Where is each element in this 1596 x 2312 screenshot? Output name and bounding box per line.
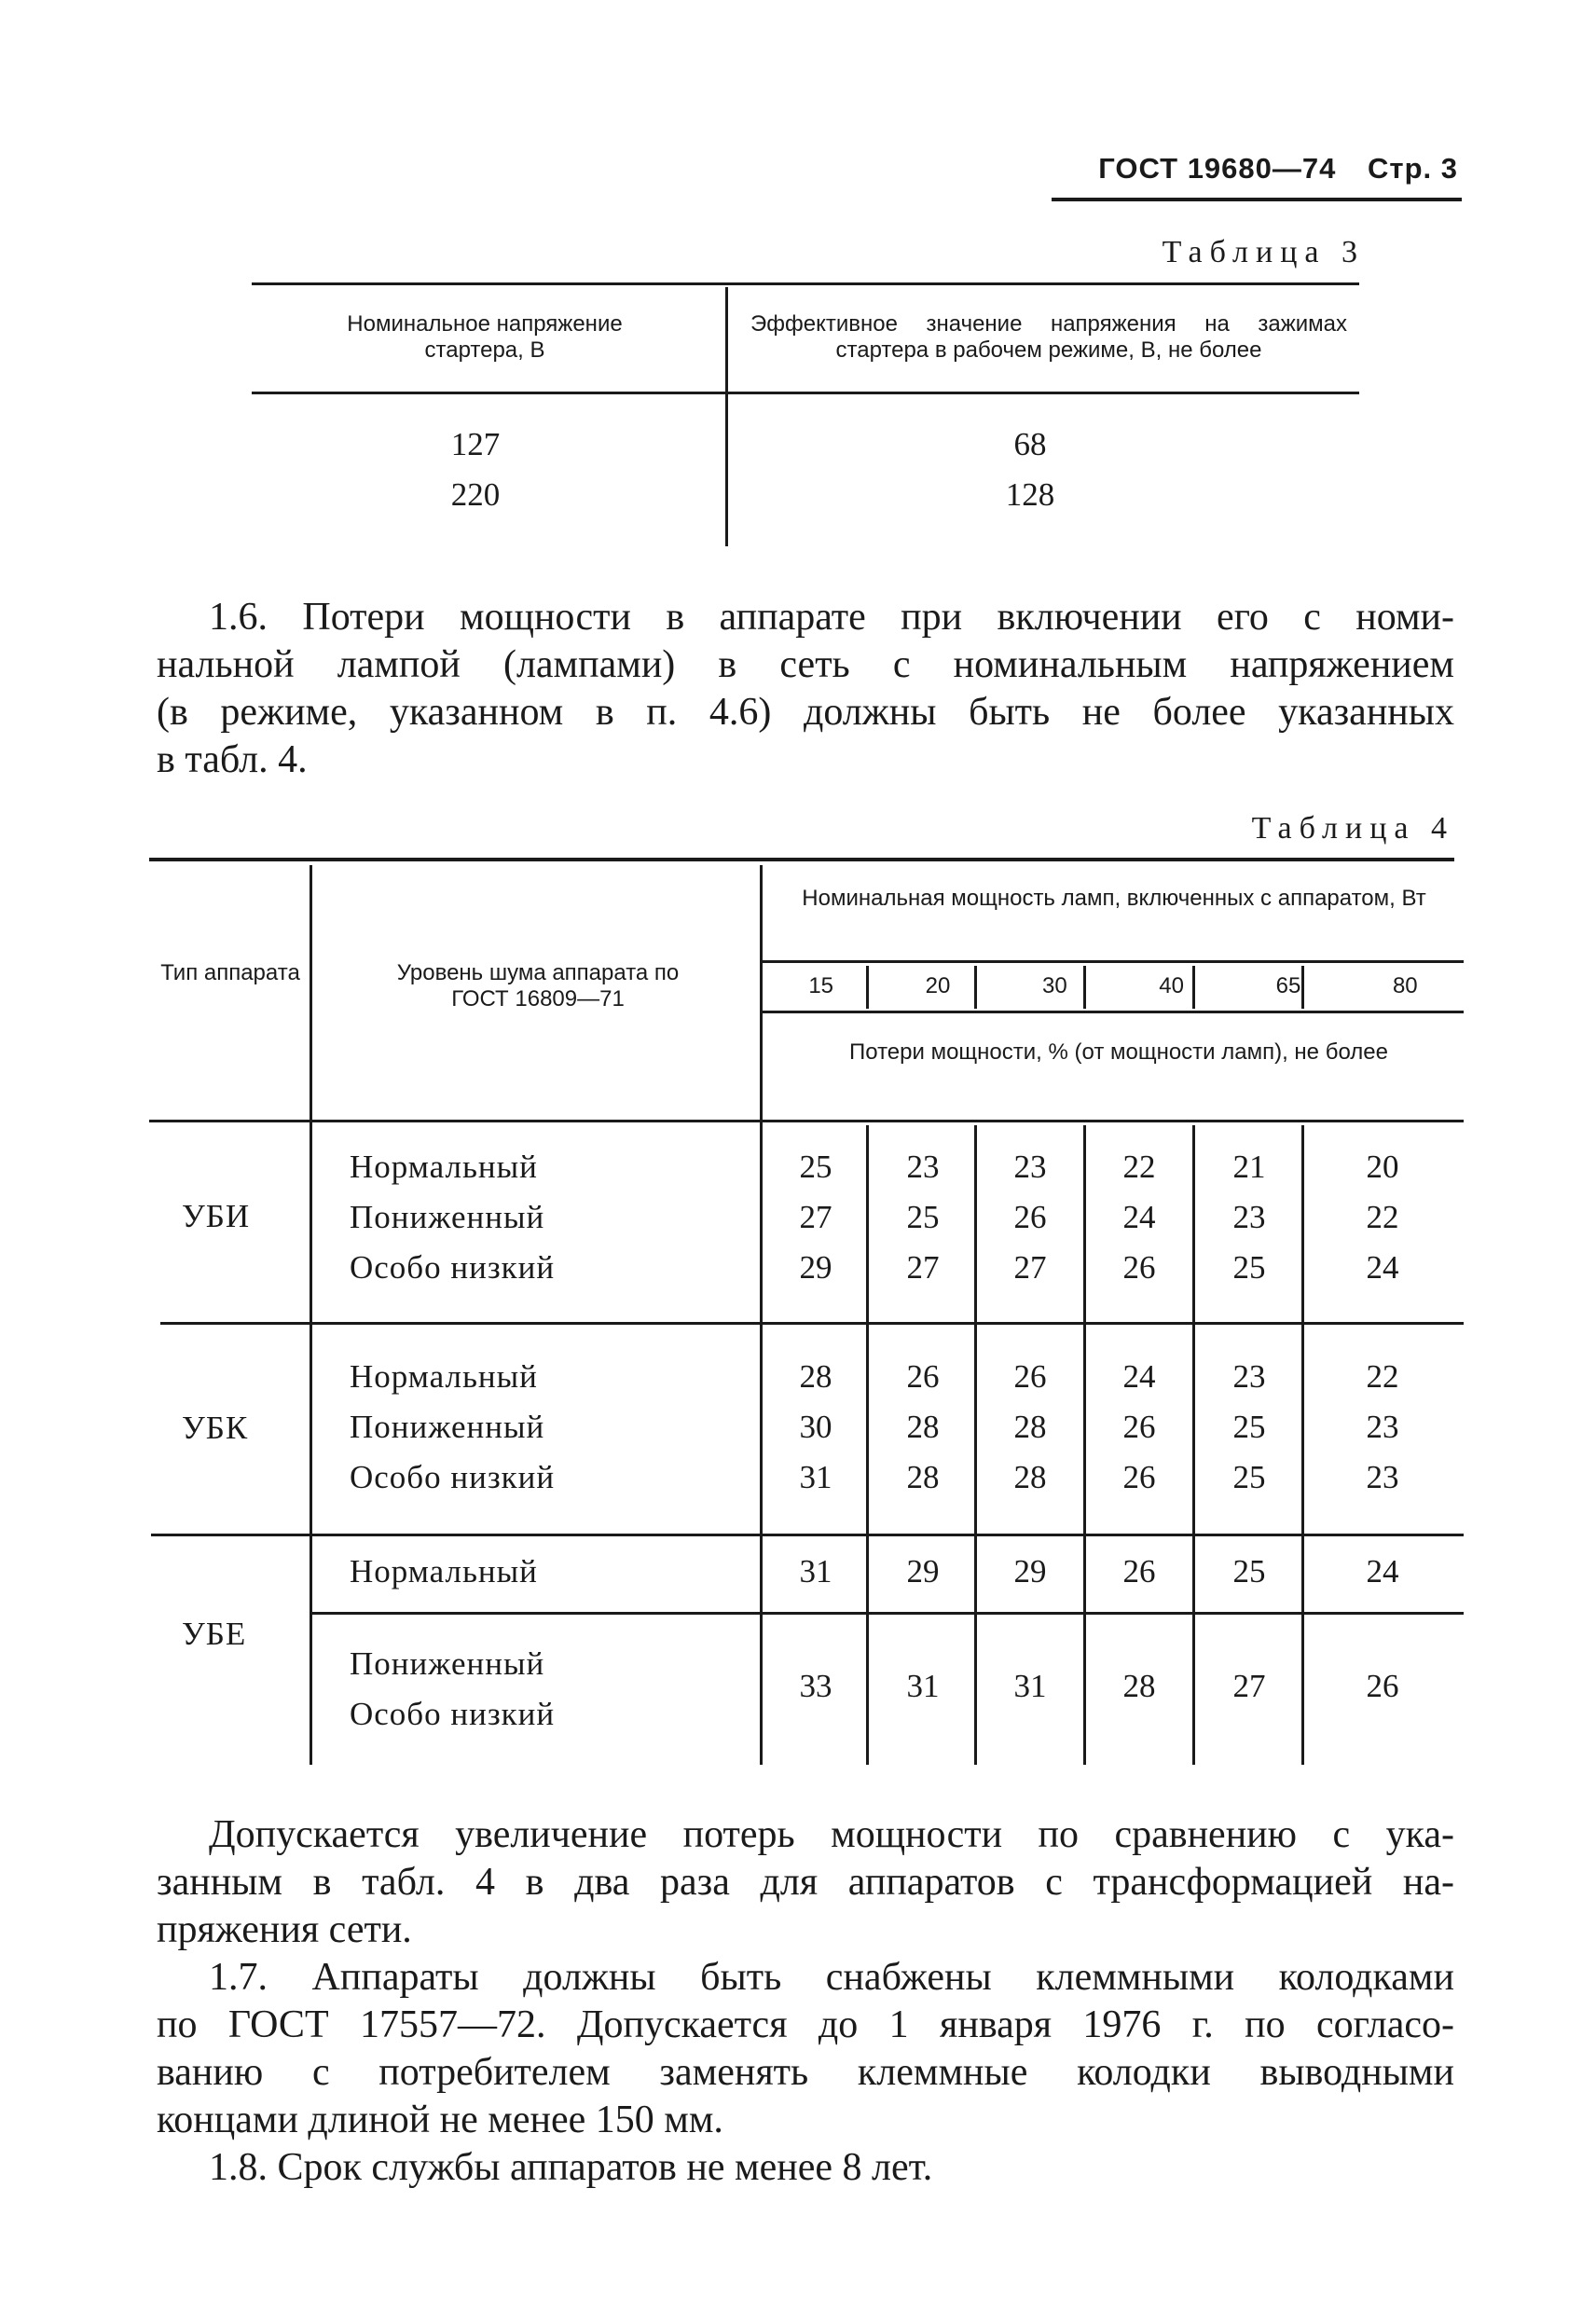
loss-value: 20 [1366,1149,1399,1185]
table3-col1-header: Номинальное напряжение стартера, В [347,311,623,363]
paragraph-line: нальной лампой (лампами) в сеть с номинальным напряжением [157,643,1454,686]
table3-top-rule [252,282,1359,285]
ubk-noise-very-low: Особо низкий [350,1459,556,1495]
table3-divider [725,287,728,546]
paragraph-line: (в режиме, указанном в п. 4.6) должны быть не более указанных [157,691,1454,734]
table4-head-rule [149,1120,1464,1122]
loss-value: 29 [1013,1553,1047,1590]
table3-head-rule [252,392,1359,394]
loss-value: 27 [799,1199,832,1235]
type-ubi: УБИ [182,1198,251,1234]
col-noise-header: Уровень шума аппарата по ГОСТ 16809—71 [396,960,680,1012]
page-header [1098,152,1458,186]
loss-value: 25 [1232,1459,1266,1495]
table3-row2-nominal: 220 [450,476,501,513]
loss-value: 23 [906,1149,940,1185]
power-15: 15 [808,973,834,998]
loss-value: 30 [799,1409,832,1445]
ubk-noise-reduced: Пониженный [350,1409,545,1445]
col-power-header: Номинальная мощность ламп, включенных с аппаратом, Вт [802,886,1426,911]
loss-value: 28 [906,1459,940,1495]
paragraph-line: Допускается увеличение потерь мощности по сравнению с ука- [209,1813,1454,1856]
loss-value: 23 [1232,1358,1266,1395]
power-40: 40 [1159,973,1184,998]
paragraph-1-7-line: 1.7. Аппараты должны быть снабжены клеммными колодками [209,1956,1454,1999]
type-ubk: УБК [182,1410,249,1446]
loss-value: 22 [1366,1199,1399,1235]
loss-value: 28 [906,1409,940,1445]
paragraph-line: в табл. 4. [157,738,308,781]
loss-value: 26 [1122,1409,1156,1445]
loss-value: 25 [799,1149,832,1185]
loss-value: 23 [1232,1199,1266,1235]
table3-row1-nominal: 127 [450,426,501,462]
ube-noise-normal: Нормальный [350,1553,538,1590]
paragraph-line: по ГОСТ 17557—72. Допускается до 1 января 1976 г. по согласо- [157,2003,1454,2046]
loss-value: 27 [906,1249,940,1286]
loss-value: 29 [799,1249,832,1286]
power-65: 65 [1275,973,1301,998]
table4-top-rule [149,858,1454,861]
col-rule-type [310,865,312,1765]
loss-value: 28 [1122,1668,1156,1704]
paragraph-line: 1.6. Потери мощности в аппарате при включении его с номи- [209,596,1454,639]
loss-value: 25 [1232,1249,1266,1286]
loss-value: 26 [1366,1668,1399,1704]
paragraph-line: концами длиной не менее 150 мм. [157,2099,723,2141]
table3-row1-effective: 68 [1013,426,1047,462]
data-rule-2 [974,1125,977,1765]
loss-value: 28 [799,1358,832,1395]
table4-caption: Таблица 4 [1251,811,1454,846]
loss-value: 23 [1013,1149,1047,1185]
power-header-rule [763,960,1464,963]
ubi-noise-very-low: Особо низкий [350,1249,556,1286]
table3-caption: Таблица 3 [1162,235,1365,269]
page-number: Стр. 3 [1368,152,1458,185]
header-rule [1052,198,1462,201]
power-values-row [763,966,1464,1007]
loss-value: 33 [799,1668,832,1704]
ube-normal-rule [310,1612,1464,1615]
ube-noise-reduced: Пониженный [350,1645,545,1682]
loss-value: 31 [906,1668,940,1704]
loss-value: 31 [1013,1668,1047,1704]
loss-value: 26 [1122,1459,1156,1495]
paragraph-line: занным в табл. 4 в два раза для аппаратов с трансформацией на- [157,1861,1454,1904]
ubi-noise-normal: Нормальный [350,1149,538,1185]
loss-value: 21 [1232,1149,1266,1185]
loss-value: 31 [799,1553,832,1590]
power-values-rule [763,1011,1464,1013]
loss-value: 29 [906,1553,940,1590]
loss-value: 26 [1122,1553,1156,1590]
paragraph-line: ванию с потребителем заменять клеммные колодки выводными [157,2051,1454,2094]
loss-value: 25 [1232,1553,1266,1590]
loss-value: 26 [1122,1249,1156,1286]
type-ube: УБЕ [182,1616,247,1652]
loss-value: 23 [1366,1409,1399,1445]
data-rule-4 [1192,1125,1195,1765]
data-rule-5 [1301,1125,1304,1765]
group1-rule [160,1322,1464,1325]
table3-row2-effective: 128 [1005,476,1055,513]
loss-value: 24 [1366,1553,1399,1590]
loss-value: 26 [1013,1199,1047,1235]
col-type-header: Тип аппарата [160,960,300,985]
losses-header: Потери мощности, % (от мощности ламп), не более [849,1039,1388,1065]
power-20: 20 [925,973,951,998]
paragraph-line: пряжения сети. [157,1908,412,1951]
power-80: 80 [1392,973,1418,998]
data-rule-1 [866,1125,869,1765]
loss-value: 24 [1366,1249,1399,1286]
loss-value: 22 [1366,1358,1399,1395]
loss-value: 27 [1232,1668,1266,1704]
ube-noise-very-low: Особо низкий [350,1696,556,1732]
data-rule-3 [1083,1125,1086,1765]
ubi-noise-reduced: Пониженный [350,1199,545,1235]
loss-value: 28 [1013,1459,1047,1495]
loss-value: 27 [1013,1249,1047,1286]
paragraph-1-6 [157,594,1454,784]
loss-value: 25 [906,1199,940,1235]
paragraph-1-8-line: 1.8. Срок службы аппаратов не менее 8 лет. [209,2146,933,2189]
loss-value: 26 [906,1358,940,1395]
power-30: 30 [1041,973,1067,998]
group2-rule [151,1534,1464,1536]
loss-value: 22 [1122,1149,1156,1185]
loss-value: 31 [799,1459,832,1495]
paragraph-after-table4 [157,1811,1454,2192]
ubk-noise-normal: Нормальный [350,1358,538,1395]
loss-value: 24 [1122,1199,1156,1235]
standard-number: ГОСТ 19680—74 [1098,152,1337,185]
loss-value: 28 [1013,1409,1047,1445]
loss-value: 24 [1122,1358,1156,1395]
table3-col2-header: Эффективное значение напряжения на зажимах стартера в рабочем режиме, В, не более [750,311,1347,363]
loss-value: 23 [1366,1459,1399,1495]
loss-value: 25 [1232,1409,1266,1445]
loss-value: 26 [1013,1358,1047,1395]
